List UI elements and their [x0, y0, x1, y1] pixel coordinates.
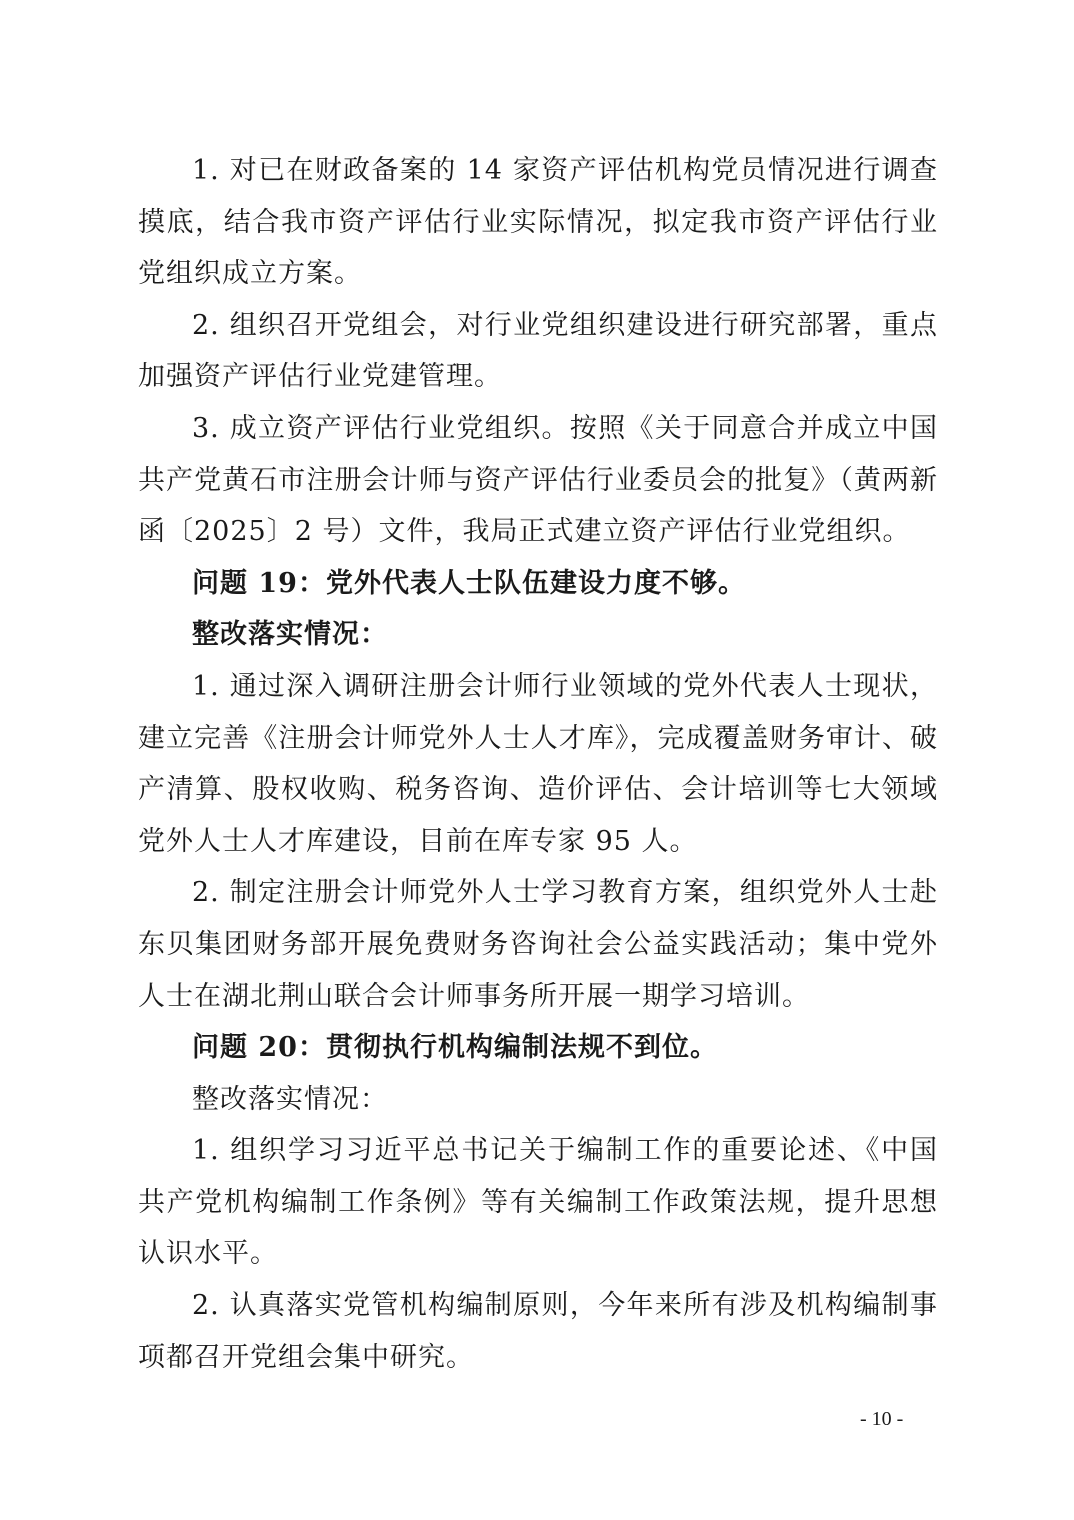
document-body [138, 145, 938, 1383]
paragraph-4: 1. 通过深入调研注册会计师行业领域的党外代表人士现状，建立完善《注册会计师党外人士人才库》，完成覆盖财务审计、破产清算、股权收购、税务咨询、造价评估、会计培训等七大领域党外人士人才库建设，目前在库专家 95 人。 [138, 670, 938, 857]
paragraph-3: 3. 成立资产评估行业党组织。按照《关于同意合并成立中国共产党黄石市注册会计师与资产评估行业委员会的批复》（黄两新函〔2025〕2 号）文件，我局正式建立资产评估行业党组织。 [138, 412, 938, 548]
page-number: - 10 - [860, 1408, 904, 1430]
paragraph-7: 2. 认真落实党管机构编制原则，今年来所有涉及机构编制事项都召开党组会集中研究。 [138, 1290, 938, 1373]
rectification-heading-1: 整改落实情况： [192, 619, 388, 651]
paragraph-5: 2. 制定注册会计师党外人士学习教育方案，组织党外人士赴东贝集团财务部开展免费财务咨询社会公益实践活动；集中党外人士在湖北荆山联合会计师事务所开展一期学习培训。 [138, 877, 938, 1012]
paragraph-6: 1. 组织学习习近平总书记关于编制工作的重要论述、《中国共产党机构编制工作条例》等有关编制工作政策法规，提升思想认识水平。 [138, 1135, 938, 1270]
paragraph-2: 2. 组织召开党组会，对行业党组织建设进行研究部署，重点加强资产评估行业党建管理。 [138, 309, 938, 393]
paragraph-1: 1. 对已在财政备案的 14 家资产评估机构党员情况进行调查摸底，结合我市资产评估行业实际情况，拟定我市资产评估行业党组织成立方案。 [138, 155, 938, 290]
issue-20-heading: 问题 20：贯彻执行机构编制法规不到位。 [192, 1032, 718, 1064]
issue-19-heading: 问题 19：党外代表人士队伍建设力度不够。 [192, 567, 746, 599]
rectification-heading-2: 整改落实情况： [192, 1083, 388, 1115]
